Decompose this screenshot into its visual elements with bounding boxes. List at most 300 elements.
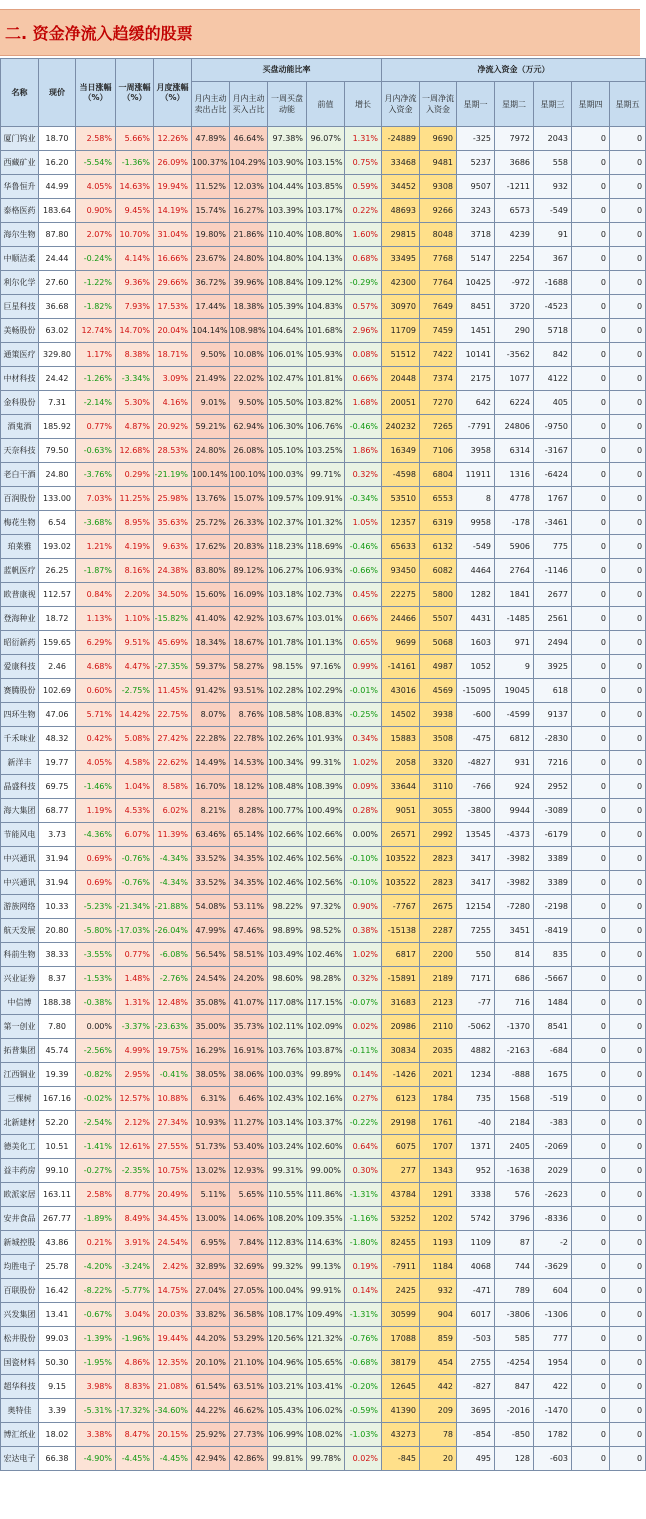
cell-stock-name: 海尔生物 [1,223,39,247]
cell-stock-name: 安井食品 [1,1207,39,1231]
cell-wednesday-inflow: 1675 [534,1063,572,1087]
cell-week-inflow: 1343 [420,1159,457,1183]
cell-week-inflow: 9266 [420,199,457,223]
cell-thursday-inflow: 0 [572,583,610,607]
cell-week-inflow: 2110 [420,1015,457,1039]
cell-day-change: 0.69% [76,847,116,871]
cell-friday-inflow: 0 [610,1135,646,1159]
cell-month-inflow: 103522 [382,847,420,871]
cell-monday-inflow: -3800 [457,799,495,823]
cell-day-change: 0.90% [76,199,116,223]
cell-month-change: 12.35% [154,1351,192,1375]
cell-prev-value: 104.83% [307,295,345,319]
cell-day-change: 3.98% [76,1375,116,1399]
cell-stock-name: 通策医疗 [1,343,39,367]
cell-tuesday-inflow: 744 [495,1255,534,1279]
cell-day-change: -0.24% [76,247,116,271]
cell-wednesday-inflow: -8419 [534,919,572,943]
cell-prev-value: 102.29% [307,679,345,703]
cell-month-inflow: 26571 [382,823,420,847]
cell-week-inflow: 2675 [420,895,457,919]
cell-month-sell-ratio: 13.02% [192,1159,230,1183]
cell-week-momentum: 103.21% [268,1375,307,1399]
cell-friday-inflow: 0 [610,967,646,991]
cell-month-sell-ratio: 23.67% [192,247,230,271]
cell-stock-name: 海大集团 [1,799,39,823]
cell-price: 26.25 [39,559,76,583]
cell-prev-value: 109.91% [307,487,345,511]
cell-prev-value: 102.56% [307,871,345,895]
cell-day-change: 1.13% [76,607,116,631]
cell-monday-inflow: -766 [457,775,495,799]
cell-tuesday-inflow: -178 [495,511,534,535]
cell-stock-name: 巨星科技 [1,295,39,319]
table-row [1,487,646,511]
cell-growth: 0.02% [345,1447,382,1471]
cell-price: 69.75 [39,775,76,799]
table-row [1,319,646,343]
cell-month-buy-ratio: 39.96% [230,271,268,295]
cell-thursday-inflow: 0 [572,1111,610,1135]
cell-month-sell-ratio: 35.00% [192,1015,230,1039]
cell-thursday-inflow: 0 [572,823,610,847]
cell-week-inflow: 209 [420,1399,457,1423]
cell-week-momentum: 102.46% [268,871,307,895]
cell-week-change: 8.38% [116,343,154,367]
table-row [1,1351,646,1375]
header-week-change: 一周涨幅（%） [116,59,154,127]
cell-stock-name: 天奈科技 [1,439,39,463]
cell-day-change: 1.19% [76,799,116,823]
cell-month-buy-ratio: 15.07% [230,487,268,511]
cell-week-change: 2.12% [116,1111,154,1135]
cell-month-sell-ratio: 100.37% [192,151,230,175]
cell-day-change: -1.39% [76,1327,116,1351]
cell-monday-inflow: 735 [457,1087,495,1111]
cell-month-change: 25.98% [154,487,192,511]
cell-day-change: 2.58% [76,1183,116,1207]
table-row [1,967,646,991]
cell-week-change: 8.47% [116,1423,154,1447]
cell-month-change: 21.08% [154,1375,192,1399]
cell-week-inflow: 2021 [420,1063,457,1087]
cell-week-change: 12.61% [116,1135,154,1159]
cell-monday-inflow: 4068 [457,1255,495,1279]
cell-tuesday-inflow: 1077 [495,367,534,391]
cell-monday-inflow: 3243 [457,199,495,223]
cell-growth: -1.31% [345,1303,382,1327]
cell-month-buy-ratio: 46.64% [230,127,268,151]
cell-month-inflow: 41390 [382,1399,420,1423]
cell-prev-value: 99.71% [307,463,345,487]
cell-month-buy-ratio: 16.27% [230,199,268,223]
cell-month-inflow: 30599 [382,1303,420,1327]
cell-stock-name: 中信博 [1,991,39,1015]
stock-inflow-table [0,58,646,1471]
cell-week-momentum: 105.43% [268,1399,307,1423]
cell-friday-inflow: 0 [610,391,646,415]
cell-growth: 1.86% [345,439,382,463]
cell-growth: 0.02% [345,1015,382,1039]
cell-price: 10.51 [39,1135,76,1159]
cell-month-inflow: 29815 [382,223,420,247]
cell-thursday-inflow: 0 [572,343,610,367]
cell-stock-name: 梅花生物 [1,511,39,535]
cell-week-change: 1.10% [116,607,154,631]
cell-monday-inflow: 8451 [457,295,495,319]
cell-wednesday-inflow: 422 [534,1375,572,1399]
cell-friday-inflow: 0 [610,1231,646,1255]
cell-stock-name: 科前生物 [1,943,39,967]
cell-prev-value: 103.37% [307,1111,345,1135]
cell-friday-inflow: 0 [610,127,646,151]
cell-thursday-inflow: 0 [572,247,610,271]
cell-tuesday-inflow: 2764 [495,559,534,583]
header-group-momentum: 买盘动能比率 [192,59,382,82]
cell-stock-name: 酒鬼酒 [1,415,39,439]
cell-price: 66.38 [39,1447,76,1471]
cell-thursday-inflow: 0 [572,1327,610,1351]
cell-prev-value: 101.32% [307,511,345,535]
cell-week-inflow: 7459 [420,319,457,343]
cell-wednesday-inflow: 777 [534,1327,572,1351]
cell-monday-inflow: 1371 [457,1135,495,1159]
cell-growth: 0.34% [345,727,382,751]
cell-price: 7.80 [39,1015,76,1039]
cell-tuesday-inflow: 6224 [495,391,534,415]
cell-stock-name: 松井股份 [1,1327,39,1351]
cell-price: 27.60 [39,271,76,295]
cell-thursday-inflow: 0 [572,871,610,895]
cell-month-buy-ratio: 36.58% [230,1303,268,1327]
cell-friday-inflow: 0 [610,1111,646,1135]
cell-month-buy-ratio: 24.80% [230,247,268,271]
cell-growth: 0.32% [345,463,382,487]
cell-week-inflow: 2189 [420,967,457,991]
header-group-inflow: 净流入资金（万元） [382,59,646,82]
cell-price: 43.86 [39,1231,76,1255]
cell-stock-name: 节能风电 [1,823,39,847]
cell-week-momentum: 102.43% [268,1087,307,1111]
header-tuesday: 星期二 [495,82,534,127]
cell-stock-name: 中兴通讯 [1,871,39,895]
cell-week-momentum: 110.55% [268,1183,307,1207]
cell-wednesday-inflow: 775 [534,535,572,559]
cell-week-change: 2.20% [116,583,154,607]
cell-week-momentum: 99.81% [268,1447,307,1471]
cell-thursday-inflow: 0 [572,1135,610,1159]
cell-tuesday-inflow: 1568 [495,1087,534,1111]
cell-friday-inflow: 0 [610,655,646,679]
cell-growth: 0.57% [345,295,382,319]
cell-month-sell-ratio: 22.28% [192,727,230,751]
cell-month-inflow: 31683 [382,991,420,1015]
cell-wednesday-inflow: -549 [534,199,572,223]
cell-wednesday-inflow: -2069 [534,1135,572,1159]
cell-tuesday-inflow: -3806 [495,1303,534,1327]
cell-tuesday-inflow: 716 [495,991,534,1015]
cell-month-sell-ratio: 10.93% [192,1111,230,1135]
cell-month-inflow: 277 [382,1159,420,1183]
cell-stock-name: 利尔化学 [1,271,39,295]
cell-week-momentum: 106.99% [268,1423,307,1447]
cell-friday-inflow: 0 [610,799,646,823]
cell-thursday-inflow: 0 [572,199,610,223]
cell-friday-inflow: 0 [610,535,646,559]
cell-day-change: -3.68% [76,511,116,535]
cell-month-sell-ratio: 16.29% [192,1039,230,1063]
cell-week-momentum: 97.38% [268,127,307,151]
cell-month-change: 22.62% [154,751,192,775]
cell-month-sell-ratio: 8.07% [192,703,230,727]
cell-growth: 0.66% [345,367,382,391]
cell-thursday-inflow: 0 [572,775,610,799]
cell-day-change: 2.07% [76,223,116,247]
cell-month-sell-ratio: 24.80% [192,439,230,463]
cell-wednesday-inflow: 618 [534,679,572,703]
cell-prev-value: 108.80% [307,223,345,247]
cell-thursday-inflow: 0 [572,967,610,991]
cell-week-change: 9.51% [116,631,154,655]
cell-day-change: -0.82% [76,1063,116,1087]
cell-week-inflow: 904 [420,1303,457,1327]
cell-wednesday-inflow: -2830 [534,727,572,751]
cell-week-momentum: 118.23% [268,535,307,559]
cell-day-change: -1.87% [76,559,116,583]
cell-prev-value: 103.15% [307,151,345,175]
cell-tuesday-inflow: 128 [495,1447,534,1471]
cell-tuesday-inflow: -2016 [495,1399,534,1423]
cell-price: 19.39 [39,1063,76,1087]
cell-month-change: 6.02% [154,799,192,823]
cell-wednesday-inflow: -2198 [534,895,572,919]
table-row [1,199,646,223]
cell-tuesday-inflow: -4373 [495,823,534,847]
cell-tuesday-inflow: 2254 [495,247,534,271]
cell-month-sell-ratio: 6.31% [192,1087,230,1111]
header-month-inflow: 月内净流入资金 [382,82,420,127]
cell-prev-value: 99.31% [307,751,345,775]
cell-month-sell-ratio: 9.01% [192,391,230,415]
cell-day-change: 12.74% [76,319,116,343]
cell-thursday-inflow: 0 [572,1231,610,1255]
cell-month-inflow: 12357 [382,511,420,535]
cell-monday-inflow: 2755 [457,1351,495,1375]
cell-week-momentum: 108.48% [268,775,307,799]
table-row [1,775,646,799]
cell-stock-name: 百润股份 [1,487,39,511]
cell-month-inflow: 9051 [382,799,420,823]
cell-day-change: -1.46% [76,775,116,799]
cell-monday-inflow: 13545 [457,823,495,847]
cell-price: 16.20 [39,151,76,175]
cell-price: 133.00 [39,487,76,511]
cell-wednesday-inflow: 5718 [534,319,572,343]
cell-month-change: 10.88% [154,1087,192,1111]
cell-month-change: 27.55% [154,1135,192,1159]
cell-stock-name: 西藏矿业 [1,151,39,175]
cell-week-change: 8.77% [116,1183,154,1207]
cell-stock-name: 新城控股 [1,1231,39,1255]
cell-monday-inflow: 4431 [457,607,495,631]
cell-month-buy-ratio: 26.33% [230,511,268,535]
cell-day-change: -1.82% [76,295,116,319]
cell-month-inflow: 43273 [382,1423,420,1447]
cell-week-change: -5.77% [116,1279,154,1303]
cell-day-change: -5.80% [76,919,116,943]
cell-wednesday-inflow: -3461 [534,511,572,535]
cell-month-change: -21.19% [154,463,192,487]
cell-growth: 0.99% [345,655,382,679]
cell-week-inflow: 5800 [420,583,457,607]
cell-month-change: -34.60% [154,1399,192,1423]
cell-wednesday-inflow: -3167 [534,439,572,463]
cell-wednesday-inflow: 3389 [534,871,572,895]
table-row [1,799,646,823]
cell-price: 167.16 [39,1087,76,1111]
cell-week-inflow: 442 [420,1375,457,1399]
cell-price: 52.20 [39,1111,76,1135]
cell-week-momentum: 103.49% [268,943,307,967]
cell-month-change: 45.69% [154,631,192,655]
cell-month-buy-ratio: 6.46% [230,1087,268,1111]
cell-stock-name: 游族网络 [1,895,39,919]
cell-week-inflow: 2035 [420,1039,457,1063]
cell-growth: 0.90% [345,895,382,919]
cell-day-change: 0.84% [76,583,116,607]
cell-month-change: 24.38% [154,559,192,583]
header-day-change: 当日涨幅（%） [76,59,116,127]
cell-thursday-inflow: 0 [572,1087,610,1111]
cell-price: 267.77 [39,1207,76,1231]
cell-wednesday-inflow: -1146 [534,559,572,583]
cell-price: 6.54 [39,511,76,535]
cell-month-buy-ratio: 27.73% [230,1423,268,1447]
cell-week-momentum: 98.60% [268,967,307,991]
cell-week-momentum: 98.89% [268,919,307,943]
cell-monday-inflow: -503 [457,1327,495,1351]
cell-week-change: -3.37% [116,1015,154,1039]
cell-week-momentum: 105.39% [268,295,307,319]
cell-friday-inflow: 0 [610,1327,646,1351]
cell-friday-inflow: 0 [610,1063,646,1087]
cell-monday-inflow: -600 [457,703,495,727]
cell-month-inflow: 2425 [382,1279,420,1303]
cell-week-momentum: 108.17% [268,1303,307,1327]
cell-day-change: -1.41% [76,1135,116,1159]
cell-monday-inflow: 1109 [457,1231,495,1255]
cell-monday-inflow: 6017 [457,1303,495,1327]
cell-week-momentum: 112.83% [268,1231,307,1255]
cell-growth: -0.66% [345,559,382,583]
cell-tuesday-inflow: 2184 [495,1111,534,1135]
cell-week-inflow: 1784 [420,1087,457,1111]
cell-week-inflow: 6553 [420,487,457,511]
cell-growth: -0.25% [345,703,382,727]
header-monday: 星期一 [457,82,495,127]
cell-day-change: -5.54% [76,151,116,175]
cell-month-sell-ratio: 59.21% [192,415,230,439]
cell-month-inflow: -15891 [382,967,420,991]
cell-growth: 0.28% [345,799,382,823]
cell-growth: -0.01% [345,679,382,703]
cell-growth: -0.46% [345,415,382,439]
cell-friday-inflow: 0 [610,1087,646,1111]
cell-monday-inflow: 3718 [457,223,495,247]
cell-wednesday-inflow: 1782 [534,1423,572,1447]
cell-week-inflow: 9481 [420,151,457,175]
cell-price: 159.65 [39,631,76,655]
cell-wednesday-inflow: 1954 [534,1351,572,1375]
cell-month-buy-ratio: 58.27% [230,655,268,679]
cell-tuesday-inflow: 9944 [495,799,534,823]
cell-month-buy-ratio: 89.12% [230,559,268,583]
cell-month-buy-ratio: 16.91% [230,1039,268,1063]
cell-day-change: 0.60% [76,679,116,703]
cell-month-buy-ratio: 21.10% [230,1351,268,1375]
cell-month-buy-ratio: 22.02% [230,367,268,391]
cell-friday-inflow: 0 [610,1015,646,1039]
cell-month-change: -4.34% [154,847,192,871]
cell-week-momentum: 106.30% [268,415,307,439]
cell-month-sell-ratio: 24.54% [192,967,230,991]
cell-day-change: 1.21% [76,535,116,559]
cell-stock-name: 千禾味业 [1,727,39,751]
cell-month-change: 16.66% [154,247,192,271]
table-row [1,439,646,463]
cell-month-inflow: 6123 [382,1087,420,1111]
cell-month-sell-ratio: 33.82% [192,1303,230,1327]
cell-month-inflow: 53252 [382,1207,420,1231]
cell-monday-inflow: -4827 [457,751,495,775]
cell-wednesday-inflow: -4523 [534,295,572,319]
cell-stock-name: 赛腾股份 [1,679,39,703]
cell-friday-inflow: 0 [610,823,646,847]
cell-month-inflow: -14161 [382,655,420,679]
cell-month-inflow: 48693 [382,199,420,223]
cell-month-buy-ratio: 20.83% [230,535,268,559]
cell-month-inflow: 17088 [382,1327,420,1351]
header-prev-value: 前值 [307,82,345,127]
table-row [1,1039,646,1063]
cell-week-momentum: 109.57% [268,487,307,511]
cell-prev-value: 102.56% [307,847,345,871]
cell-week-change: 4.58% [116,751,154,775]
cell-week-change: 8.83% [116,1375,154,1399]
cell-month-sell-ratio: 83.80% [192,559,230,583]
cell-week-momentum: 106.01% [268,343,307,367]
cell-thursday-inflow: 0 [572,1159,610,1183]
table-row [1,343,646,367]
cell-price: 193.02 [39,535,76,559]
cell-thursday-inflow: 0 [572,271,610,295]
cell-monday-inflow: 642 [457,391,495,415]
cell-thursday-inflow: 0 [572,1255,610,1279]
cell-month-change: 22.75% [154,703,192,727]
cell-month-change: 29.66% [154,271,192,295]
cell-month-inflow: 20986 [382,1015,420,1039]
cell-month-sell-ratio: 32.89% [192,1255,230,1279]
cell-month-sell-ratio: 25.72% [192,511,230,535]
cell-month-sell-ratio: 16.70% [192,775,230,799]
cell-prev-value: 102.73% [307,583,345,607]
cell-month-change: -2.76% [154,967,192,991]
cell-wednesday-inflow: -1306 [534,1303,572,1327]
cell-month-buy-ratio: 53.11% [230,895,268,919]
cell-growth: -0.76% [345,1327,382,1351]
cell-thursday-inflow: 0 [572,1207,610,1231]
cell-friday-inflow: 0 [610,943,646,967]
